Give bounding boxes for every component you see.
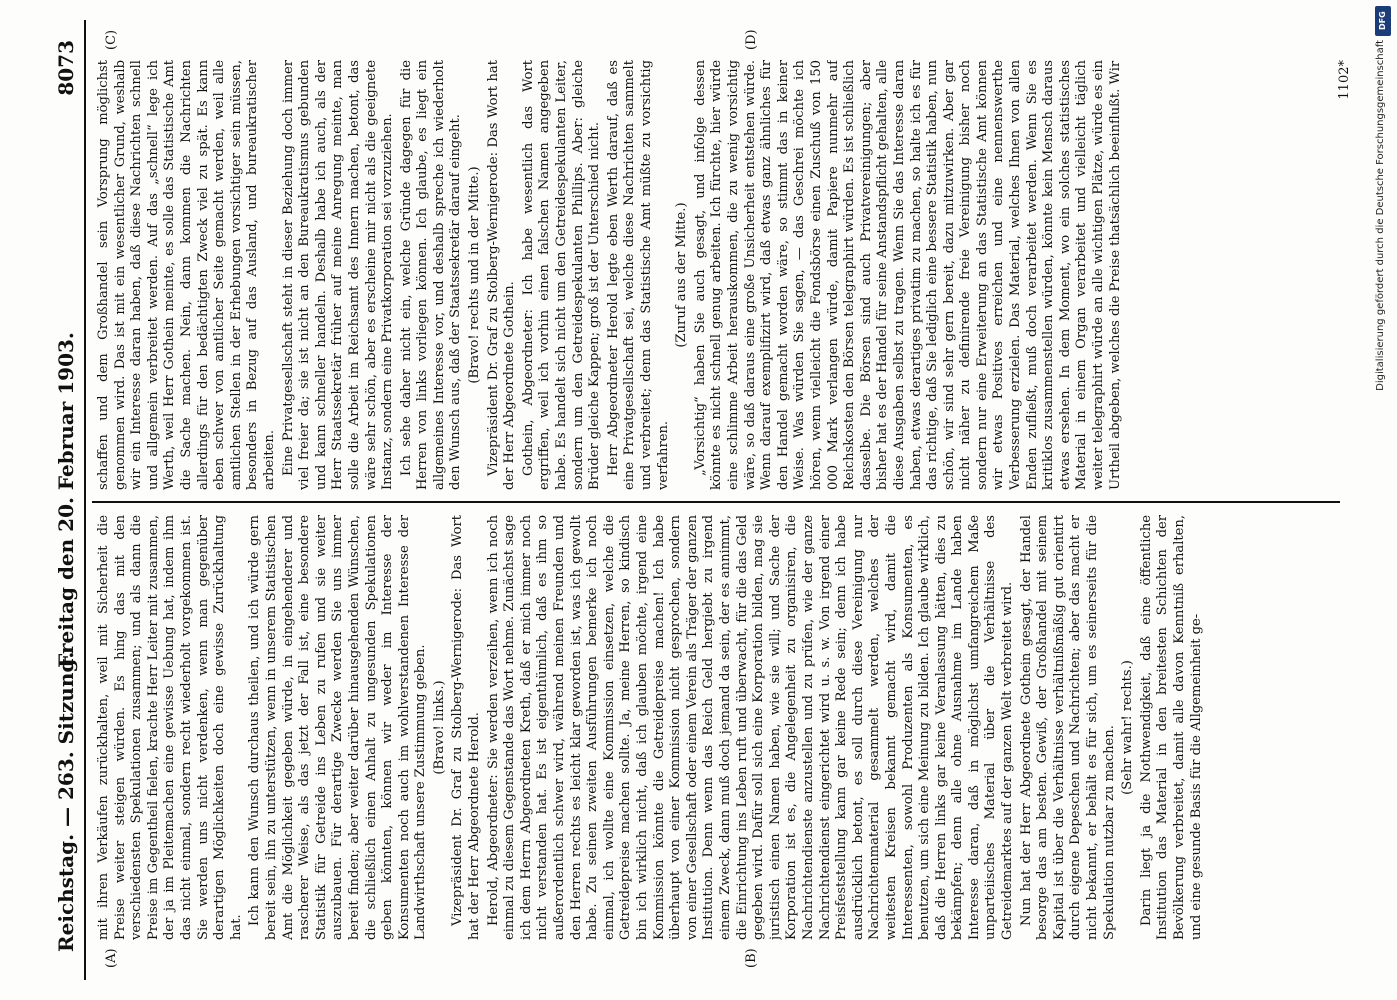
rotated-newspaper-page [44,20,1354,980]
paragraph: Vizepräsident Dr. Graf zu Stolberg-Wernigerode: Das Wort hat der Herr Abgeordnete Gothein. [485,60,517,490]
paragraph: mit ihren Verkäufen zurückhalten, weil mit Sicherheit die Preise weiter steigen würden. Es hing das mit den verschiedensten Spekulationen zusammen; und als dann die Preise im Gegentheil fielen, krachte Herr Leiter mit zusammen, der ja im Pleitemachen eine gewisse Uebung hat, indem ihm das nicht einmal, sondern recht wiederholt vorgekommen ist. Sie werden uns nicht verdenken, wenn man gegenüber derartigen Möglichkeiten doch eine gewisse Zurückhaltung hat. [95,515,244,940]
column-divider [92,501,1340,503]
signature-mark: 1102* [1336,60,1352,100]
header-date: Freitag den 20. Februar 1903. [53,332,78,668]
right-column [96,60,1336,490]
interjection: (Sehr wahr! rechts.) [1119,660,1135,795]
paragraph: Gothein, Abgeordneter: Ich habe wesentlich das Wort ergriffen, weil ich vorhin einen falschen Namen angegeben habe. Es handelt sich nicht um den Getreidespekulanten Leiter, sondern um den Getreidespekulanten Phillips. Aber: gleiche Brüder gleiche Kappen; groß ist der Unterschied nicht. [520,60,602,490]
paragraph: Vizepräsident Dr. Graf zu Stolberg-Wernigerode: Das Wort hat der Herr Abgeordnete Herold. [449,515,482,940]
paragraph: Eine Privatgesellschaft steht in dieser Beziehung doch immer viel freier da; sie ist nicht an den Bureaukratismus gebunden und kann schneller handeln. Deshalb habe ich auch, als der Herr Staatssekretär früher auf meine Anregung meinte, man solle die Arbeit im Reichsamt des Innern machen, betont, das wäre sehr schön, aber es erscheine mir nicht als die geeignete Instanz, sondern eine Privatkorporation sei vorzuziehen. [280,60,395,490]
left-column [96,515,1336,940]
paragraph: Herr Abgeordneter Herold legte eben Werth darauf, daß es eine Privatgesellschaft sei, welche diese Nachrichten sammelt und verbreitet; denn das Statistische Amt müßte zu vorsichtig verfahren. [605,60,671,490]
paragraph: Ich sehe daher nicht ein, welche Gründe dagegen für die Herren von links vorliegen können. Ich glaube, es liegt ein allgemeines Interesse vor, und deshalb spreche ich wiederholt den Wunsch aus, daß der Staatssekretär darauf eingeht. [398,60,463,490]
watermark-text: Digitalisierung gefördert durch die Deutsche Forschungsgemeinschaft [1375,40,1386,391]
page-header [50,20,86,980]
header-left: Reichstag. — 263. Sitzung. [53,651,78,952]
paragraph: Herold, Abgeordneter: Sie werden verzeihen, wenn ich noch einmal zu diesem Gegenstande das Wort nehme. Zunächst sage ich dem Herrn Abgeordneten Kreth, daß er mich immer noch nicht verstanden hat. Es ist eigenthümlich, daß es ihm so außerordentlich schwer wird, während meinen Freunden und den Herren rechts es leicht klar geworden ist, was ich gewollt habe. Zu seinen zweiten Ausführungen bemerke ich noch einmal, ich wollte eine Kommission einsetzen, welche die Getreidepreise machen sollte. Ja, meine Herren, so kindisch bin ich wirklich nicht, daß ich glauben möchte, irgend eine Kommission könnte die Getreidepreise machen! Ich habe überhaupt von einer Kommission nicht gesprochen, sondern von einer Gesellschaft oder einem Verein als Träger der ganzen Institution. Denn wenn das Reich Geld hergiebt zu irgend einem Zweck, dann muß doch jemand da sein, der es annimmt, die Einrichtung ins Leben ruft und überwacht, für die das Geld gegeben wird. Dafür soll sich eine Korporation bilden, mag sie juristisch einen Namen haben, wie sie will; und Sache der Korporation ist es, die Angelegenheit zu organisiren, die Nachrichtendienste anzustellen und zu prüfen, wie der ganze Nachrichtendienst eingerichtet wird u. s. w. Von irgend einer Preisfeststellung kann gar keine Rede sein; denn ich habe ausdrücklich betont, es soll durch diese Vereinigung nur Nachrichtenmaterial gesammelt werden, welches der weitesten Kreisen bekannt gemacht wird, damit die Interessenten, sowohl Produzenten als Konsumenten, es benutzen, um sich eine Meinung zu bilden. Ich glaube wirklich, daß die Herren links gar keine Veranlassung hätten, dies zu bekämpfen; denn alle ohne Ausnahme im Lande haben Interesse daran, daß in möglichst umfangreichem Maße unparteiisches Material über die Verhältnisse des Getreidemarktes auf der ganzen Welt verbreitet wird. [485,515,1015,940]
paragraph: Darin liegt ja die Nothwendigkeit, daß eine öffentliche Institution das Material in den breitesten Schichten der Bevölkerung verbreitet, damit alle davon Kenntniß erhalten, und eine gesunde Basis für die Allgemeinheit ge- [1138,515,1204,940]
margin-marker-a: (A) [103,948,119,968]
paragraph: Nun hat der Herr Abgeordnete Gothein gesagt, der Handel besorge das am besten. Gewiß, der Großhandel mit seinem Kapital ist über die Verhältnisse verhältnißmäßig gut orientirt durch eigene Depeschen und Nachrichten; aber das macht er nicht bekannt, er behält es für sich, um es seinerseits für die Spekulation nutzbar zu machen. [1018,515,1117,940]
interjection: (Bravo! links.) [431,680,447,775]
dfg-watermark [1373,0,1395,1000]
interjection: (Bravo! rechts und in der Mitte.) [466,166,482,384]
margin-marker-d: (D) [743,29,759,50]
margin-marker-c: (C) [103,29,119,50]
interjection: (Zuruf aus der Mitte.) [673,202,689,348]
paragraph: schaffen und dem Großhandel sein Vorsprung möglichst genommen wird. Das ist mit ein wesentlicher Grund, weshalb wir ein Interesse daran haben, daß diese Nachrichten schnell und allgemein verbreitet werden. Auf das „schnell“ lege ich Werth, weil Herr Gothein meinte, es solle das Statistische Amt die Sache machen. Nein, dann kommen die Nachrichten allerdings für den bedächtigten Zweck viel zu spät. Es kann eben schwer von amtlicher Seite gemacht werden, weil alle amtlichen Stellen in der Erhebungen vorsichtiger sein müssen, besonders in Bezug auf das Ausland, und bureaukratischer arbeiten. [95,60,277,490]
margin-marker-b: (B) [743,948,759,968]
dfg-logo-icon: DFG [1375,6,1391,36]
page-number: 8073 [53,40,78,96]
paragraph: „Vorsichtig“ haben Sie auch gesagt, und infolge dessen könnte es nicht schnell genug arbeiten. Ich fürchte, hier würde eine schlimme Arbeit herauskommen, die zu wenig vorsichtig wäre, so daß daraus eine große Unsicherheit entstehen würde. Wenn darauf exemplifizirt wird, daß etwas ganz ähnliches für den Handel gemacht worden wäre, so stimmt das in keiner Weise. Was würden Sie sagen, — das Geschrei möchte ich hören, wenn vielleicht die Fondsbörse einen Zuschuß von 150 000 Mark verlangen würde, damit Papiere nunmehr auf Reichskosten den Börsen telegraphirt würden. Es ist schließlich dasselbe. Die Börsen sind auch Privatvereinigungen; aber bisher hat es der Handel für seine Anstandspflicht gehalten, alle diese Ausgaben selbst zu tragen. Wenn Sie das Interesse daran haben, etwas derartiges privatim zu machen, so halte ich es für das richtige, daß Sie lediglich eine bessere Statistik haben, nun schön, wir sind sehr gern bereit, dazu mitzuwirken. Aber gar nicht näher zu definirende freie Vereinigung bisher noch sondern nur eine Erweiterung an das Statistische Amt können wir etwas Positives erreichen und eine nennenswerthe Verbesserung erzielen. Das Material, welches Ihnen von allen Enden zufließt, muß doch verarbeitet werden. Wenn Sie es kritiklos zusammenstellen würden, könnte kein Mensch daraus etwas ersehen. In dem Moment, wo ein solches statistisches Material in einem Organ verarbeitet und vielleicht täglich weiter telegraphirt würde an alle wichtigen Plätze, würde es ein Urtheil abgeben, welches die Preise thatsächlich beeinflußt. Wir [692,60,1123,490]
paragraph: Ich kann den Wunsch durchaus theilen, und ich würde gern bereit sein, ihn zu unterstützen, wenn in unserem Statistischen Amt die Möglichkeit gegeben würde, in eingehenderer und rascherer Weise, als das jetzt der Fall ist, eine besondere Statistik für Getreide ins Leben zu rufen und sie weiter auszubauen. Für derartige Zwecke werden Sie uns immer bereit finden; aber weiter darüber hinausgehenden Wünschen, die schließlich einen Anhalt zu ungesunden Spekulationen geben könnten, können wir weder im Interesse der Konsumenten noch auch im wohlverstandenen Interesse der Landwirthschaft unsere Zustimmung geben. [246,515,428,940]
